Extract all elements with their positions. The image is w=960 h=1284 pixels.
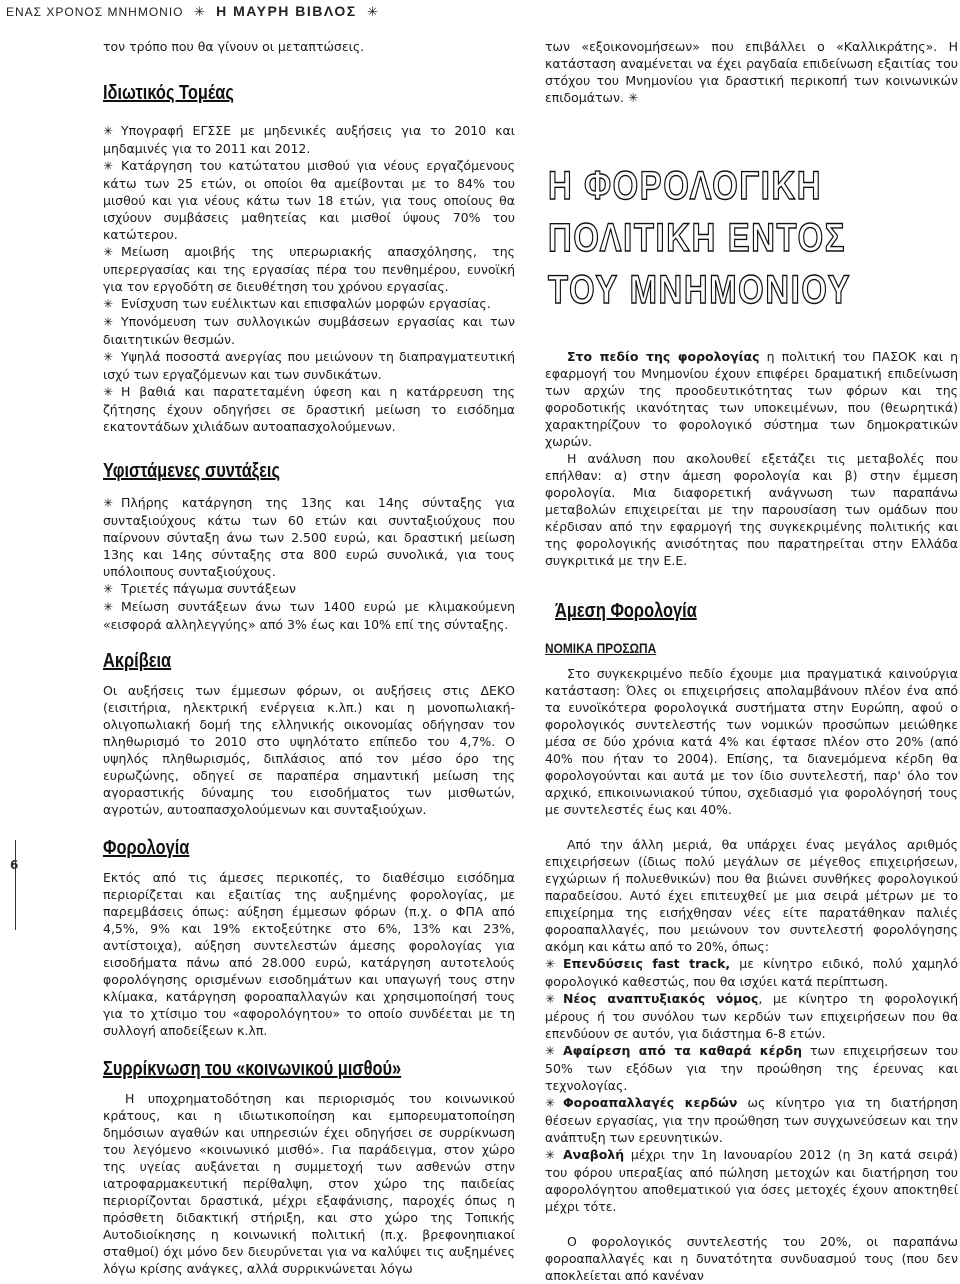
- list-item: ✳ Ενίσχυση των ευέλικτων και επισφαλών μορφών εργασίας.: [103, 296, 491, 311]
- list-item: ✳ Μείωση αμοιβής της υπερωριακής απασχόλησης, της υπερεργασίας και της εργασίας πέρα του πενθημέρου, ευνοϊκή για τον εργοδότη σε διευθέτηση του χρόνου εργασίας.: [103, 244, 515, 294]
- legal-entities-heading: ΝΟΜΙΚΑ ΠΡΟΣΩΠΑ: [545, 640, 657, 656]
- social-wage-text: Η υποχρηματοδότηση και περιορισμός του κοινωνικού κράτους, και η ιδιωτικοποίηση και εμπορευματοποίηση δημόσιων αγαθών και υπηρεσιών έχει οδηγήσει σε συρρίκνωση του λεγόμενο «κοινωνικό μισθό». Για παράδειγμα, στον χώρο της υγείας αυξάνεται η συμμετοχή των ασθενών στην ιατροφαρμακευτική περίθαλψη, στον χώρο της παιδείας περιορίζονται δραστικά, μέχρι εξαφάνισης, παροχές όπως η πρόσθετη διδακτική στήριξη, και στο χώρο της Τοπικής Αυτοδιοίκησης η κοινωνική πολιτική (π.χ. βρεφονηπιακοί σταθμοί) όχι μόνο δεν διευρύνεται για να καλύψει τις αυξημένες λόγω κρίσης ανάγκες, αλλά συρρικνώνεται λόγω: [103, 1091, 515, 1276]
- right-column: [545, 38, 958, 106]
- asterisk-icon: ✳: [367, 4, 379, 19]
- intro-text: τον τρόπο που θα γίνουν οι μεταπτώσεις.: [103, 39, 365, 54]
- asterisk-icon: ✳: [103, 159, 114, 173]
- closing-text: Ο φορολογικός συντελεστής του 20%, οι παραπάνω φοροαπαλλαγές και η δυνατότητα συνδυασμού τους (που δεν αποκλείεται από κανέναν: [545, 1234, 958, 1283]
- intro-text-right: των «εξοικονομήσεων» που επιβάλλει ο «Καλλικράτης». Η κατάσταση αναμένεται να έχει ραγδαία επιδείνωση εξαιτίας του στόχου του Μνημονίου για δραστική περικοπή των κοινωνικών επιδομάτων. ✳: [545, 39, 958, 105]
- series-title: ΕΝΑΣ ΧΡΟΝΟΣ ΜΝΗΜΟΝΙΟ: [6, 5, 184, 19]
- asterisk-icon: ✳: [103, 350, 114, 364]
- list-item: ✳ Νέος αναπτυξιακός νόμος, με κίνητρο τη φορολογική μέρους ή του συνόλου των κερδών των επιχειρήσεων που θα επενδύουν σε αυτόν, για διάστημα 6-8 ετών.: [545, 991, 958, 1041]
- asterisk-icon: ✳: [545, 992, 556, 1006]
- asterisk-icon: ✳: [103, 582, 114, 596]
- pensions-heading: Υφιστάμενες συντάξεις: [103, 460, 280, 482]
- private-sector-list: [103, 122, 515, 435]
- page-number: 6: [10, 858, 19, 872]
- list-item: ✳ Αναβολή μέχρι την 1η Ιανουαρίου 2012 (η 3η κατά σειρά) του φόρου υπεραξίας από πώληση μετοχών και διατήρηση του αφορολόγητου αποθεματικού για όσες μετοχές έχουν αποκτηθεί μέχρι τότε.: [545, 1147, 958, 1214]
- main-title-line: ΠΟΛΙΤΙΚΗ ΕΝΤΟΣ: [548, 216, 847, 260]
- list-item: ✳ Υπονόμευση των συλλογικών συμβάσεων εργασίας και των διαιτητικών θεσμών.: [103, 314, 515, 347]
- direct-tax-heading: Άμεση Φορολογία: [555, 600, 697, 622]
- asterisk-icon: ✳: [545, 1096, 556, 1110]
- asterisk-icon: ✳: [627, 90, 639, 105]
- main-title-line: ΤΟΥ ΜΝΗΜΟΝΙΟΥ: [548, 268, 852, 312]
- private-sector-heading: Ιδιωτικός Τομέας: [103, 82, 234, 104]
- main-title: [548, 160, 876, 316]
- list-item: ✳ Μείωση συντάξεων άνω των 1400 ευρώ με κλιμακούμενη «εισφορά αλληλεγγύης» από 3% έως και 10% επί της σύνταξης.: [103, 599, 515, 632]
- page-margin-line: [15, 840, 16, 930]
- forologia-heading: Φορολογία: [103, 837, 190, 859]
- legal-entities-text: Στο συγκεκριμένο πεδίο έχουμε μια πραγματικά καινούργια κατάσταση: Όλες οι επιχειρήσεις απολαμβάνουν πλέον ένα από τα ευνοϊκότερα φορολογικά συστήματα στην Ευρώπη, αφού ο φορολογικός συντελεστής των νομικών προσώπων μειώθηκε μέσα σε δύο χρόνια κατά 4% και έφτασε πλέον στο 20% (από 40% που ήταν το 2004). Επίσης, τα διανεμόμενα κέρδη θα φορολογούνται και αυτά με τον ίδιο συντελεστή, παρ' όλο τον αρχικό, επικοινωνιακού τύπου, σχεδιασμό για φορολόγησή τους με συντελεστές έως και 40%.: [545, 666, 958, 817]
- list-item: ✳ Η βαθιά και παρατεταμένη ύφεση και η κατάρρευση της ζήτησης έχουν οδηγήσει σε δραστική μείωση το εισόδημα εκατοντάδων χιλιάδων αυτοαπασχολούμενων.: [103, 384, 515, 434]
- asterisk-icon: ✳: [545, 957, 556, 971]
- main-title-line: Η ΦΟΡΟΛΟΓΙΚΗ: [548, 164, 823, 208]
- asterisk-icon: ✳: [103, 385, 114, 399]
- tax-lead: Στο πεδίο της φορολογίας η πολιτική του ΠΑΣΟΚ και η εφαρμογή του Μνημονίου έχουν επιφέρει δραματική επιδείνωση των αρχών της προοδευτικότητας των φόρων και της φοροδοτικής ικανότητας των υποκειμένων, που (θεωρητικά) χαρακτηρίζουν το φορολογικό σύστημα των δημοκρατικών χωρών.: [545, 349, 958, 449]
- header-text: [6, 3, 385, 20]
- list-item: ✳ Πλήρης κατάργηση της 13ης και 14ης σύνταξης για συνταξιούχους κάτω των 60 ετών και συνταξιούχους που παίρνουν σύνταξη άνω των 2.500 ευρώ, και δραστική μείωση 13ης και 14ης σύνταξης στα 800 ευρώ συνολικά, για τους υπόλοιπους συνταξιούχους.: [103, 495, 515, 579]
- asterisk-icon: ✳: [103, 124, 114, 138]
- forologia-text: Εκτός από τις άμεσες περικοπές, το διαθέσιμο εισόδημα περιορίζεται και εξαιτίας της αυξημένης φορολογίας, με παρεμβάσεις όπως: αύξηση έμμεσων φόρων (π.χ. ο ΦΠΑ από 4,5%, 9% και 19% εκτοξεύτηκε στο 6%, 13% και 23%, αντίστοιχα), αύξηση συντελεστών άμεσης φορολογίας για εισοδήματα πάνω από 28.000 ευρώ, κατάργηση αυτοτελούς φορολόγησης ορισμένων εισοδημάτων και υπαγωγή τους στην κλίμακα, κατάργηση φοροαπαλλαγών και χρησιμοποίησή τους για το χτίσιμο του «αφορολόγητου» το οποίο συνδέεται με τη συλλογή αποδείξεων κ.λπ.: [103, 870, 515, 1038]
- asterisk-icon: ✳: [103, 496, 114, 510]
- pensions-list: [103, 494, 515, 633]
- other-hand-text: Από την άλλη μεριά, θα υπάρχει ένας μεγάλος αριθμός επιχειρήσεων (ίδιως πολύ μεγάλων σε μέγεθος επιχειρήσεων, εγχώριων ή πολυεθνικών) που θα βιώνει συνθήκες φορολογικού παραδείσου. Αυτό έχει επιτευχθεί με μια σειρά μέτρων με το επιχείρημα της εισήχθησαν νέες είτε παρατάθηκαν παλιές φοροαπαλλαγές, που μειώνουν τον συντελεστή φορολόγησης ακόμη και κάτω από το 20%, όπως:: [545, 837, 958, 954]
- list-item: ✳ Φοροαπαλλαγές κερδών ως κίνητρο για τη διατήρηση θέσεων εργασίας, για την προώθηση των συγχωνεύσεων και την ανάπτυξη των ερευνητικών.: [545, 1095, 958, 1145]
- asterisk-icon: ✳: [103, 315, 114, 329]
- asterisk-icon: ✳: [545, 1148, 556, 1162]
- list-item: ✳ Κατάργηση του κατώτατου μισθού για νέους εργαζόμενους κάτω των 25 ετών, οι οποίοι θα αμείβονται με το 84% του μισθού και για νέους κάτω των 18 ετών, για τους οποίους θα ισχύουν συμβάσεις μαθητείας και μισθοί ύψους 70% του κατώτερου.: [103, 158, 515, 242]
- social-wage-heading: Συρρίκνωση του «κοινωνικού μισθού»: [103, 1058, 402, 1080]
- list-item: ✳ Υψηλά ποσοστά ανεργίας που μειώνουν τη διαπραγματευτική ισχύ των εργαζόμενων και των συνδικάτων.: [103, 349, 515, 382]
- akriveia-text: Οι αυξήσεις των έμμεσων φόρων, οι αυξήσεις στις ΔΕΚΟ (εισιτήρια, ηλεκτρική ενέργεια κ.λπ.) και η μονοπωλιακή-ολιγοπωλιακή δομή της ελληνικής οικονομίας οδήγησαν τον πληθωρισμό το 2010 στο υψηλότατο επίπεδο του 4,7%. Ο υψηλός πληθωρισμός, διπλάσιος από τον μέσο όρο της ευρωζώνης, οδηγεί σε παραπέρα σημαντική μείωση της αγοραστικής δύναμης του εισοδήματος των μισθωτών, αγροτών, αυτοαπασχολούμενων και συνταξιούχων.: [103, 683, 515, 817]
- left-column: [103, 38, 515, 1277]
- list-item: ✳ Υπογραφή ΕΓΣΣΕ με μηδενικές αυξήσεις για το 2010 και μηδαμινές για το 2011 και 2012.: [103, 123, 515, 156]
- book-title: Η ΜΑΥΡΗ ΒΙΒΛΟΣ: [216, 3, 357, 19]
- asterisk-icon: ✳: [545, 1044, 556, 1058]
- measures-list: [545, 955, 958, 1215]
- running-header: [0, 0, 600, 22]
- asterisk-icon: ✳: [103, 245, 114, 259]
- analysis-text: Η ανάλυση που ακολουθεί εξετάζει τις μεταβολές που επήλθαν: α) στην άμεση φορολογία και β) στην έμμεση φορολογία. Μια διαφορετική ανάγνωση των παραπάνω μεταβολών επιχειρείται με την παρουσίαση των ομάδων που κέρδισαν από την εφαρμογή της συγκεκριμένης πολιτικής και της φορολογικής ανισότητας που παρατηρείται στην Ελλάδα συγκριτικά με την Ε.Ε.: [545, 451, 958, 568]
- list-item: ✳ Επενδύσεις fast track, με κίνητρο ειδικό, πολύ χαμηλό φορολογικό καθεστώς, που θα ισχύει κατά περίπτωση.: [545, 956, 958, 989]
- akriveia-heading: Ακρίβεια: [103, 650, 172, 672]
- asterisk-icon: ✳: [193, 4, 206, 19]
- list-item: ✳ Τριετές πάγωμα συντάξεων: [103, 581, 297, 596]
- asterisk-icon: ✳: [103, 297, 114, 311]
- asterisk-icon: ✳: [103, 600, 114, 614]
- list-item: ✳ Αφαίρεση από τα καθαρά κέρδη των επιχειρήσεων του 50% των εξόδων για την προώθηση της έρευνας και τεχνολογίας.: [545, 1043, 958, 1093]
- right-column-body: [545, 348, 958, 1284]
